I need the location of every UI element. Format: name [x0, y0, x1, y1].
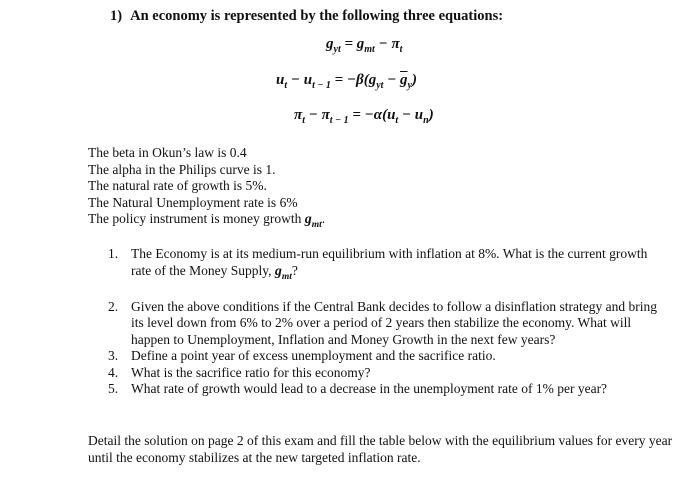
- question-number: 1): [110, 8, 123, 24]
- equation-okuns-law: $u_t - u_{t - 1} = -\beta(g_{yt} - \overline{g}_y)$: [276, 72, 417, 91]
- param-beta: The beta in Okun’s law is 0.4: [88, 145, 247, 160]
- param-natural-unemployment: The Natural Unemployment rate is 6%: [88, 194, 298, 210]
- question-title: An economy is represented by the following three equations:: [130, 8, 504, 24]
- equation-aggregate-demand: $g_{yt} = g_{mt} - \pi_t$: [326, 36, 403, 55]
- equation-phillips-curve: $\pi_t - \pi_{t - 1} = -\alpha(u_t - u_n)$: [294, 107, 434, 126]
- param-natural-growth: The natural rate of growth is 5%.: [88, 178, 267, 193]
- parameter-list: [88, 145, 325, 233]
- question-heading: [110, 8, 503, 25]
- list-item: 3. Define a point year of excess unemployment and the sacrifice ratio.: [108, 348, 496, 364]
- param-alpha: The alpha in the Philips curve is 1.: [88, 161, 276, 177]
- list-item: 4. What is the sacrifice ratio for this economy?: [108, 364, 371, 380]
- list-item: 1. The Economy is at its medium-run equilibrium with inflation at 8%. What is the current growth rate of the Money Supply, $g_{mt}$?: [108, 246, 648, 282]
- question-list: [108, 246, 668, 398]
- closing-instructions: Detail the solution on page 2 of this exam and fill the table below with the equilibrium values for every year until the economy stabilizes at the new targeted inflation rate.: [88, 433, 673, 465]
- param-policy-instrument: The policy instrument is money growth $g_{mt}$.: [88, 211, 326, 230]
- list-item: 5. What rate of growth would lead to a decrease in the unemployment rate of 1% per year?: [108, 381, 608, 397]
- list-item: 2. Given the above conditions if the Central Bank decides to follow a disinflation strategy and bring its level down from 6% to 2% over a period of 2 years then stabilize the economy. What will happen to Unemployment, Inflation and Money Growth in the next few years?: [108, 298, 657, 347]
